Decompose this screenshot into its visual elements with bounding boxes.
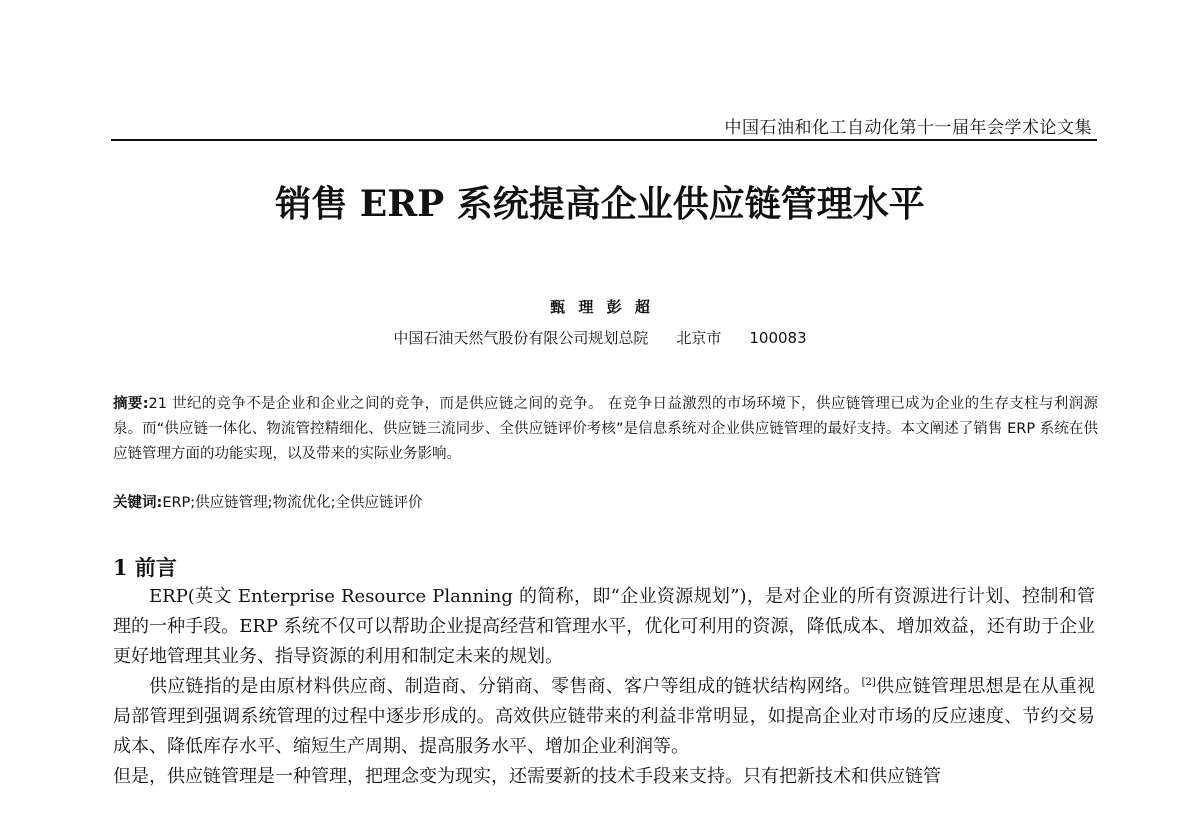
affiliation-institution: 中国石油天然气股份有限公司规划总院 <box>393 329 649 347</box>
paper-title: 销售 ERP 系统提高企业供应链管理水平 <box>275 183 925 225</box>
paragraph-text: 供应链指的是由原材料供应商、制造商、分销商、零售商、客户等组成的链状结构网络。 <box>149 676 862 697</box>
affiliation-line <box>0 327 1200 348</box>
header-rule <box>111 139 1097 141</box>
keywords-label: 关键词: <box>113 495 163 511</box>
abstract <box>113 392 1098 467</box>
author-name: 甄 理 <box>550 298 594 316</box>
running-header: 中国石油和化工自动化第十一届年会学术论文集 <box>724 118 1092 138</box>
paragraph-text: 供应链管理思想是在从重视局部管理到强调系统管理的过程中逐步形成的。高效供应链带来的利益非常明显，如提高企业对市场的反应速度、节约交易成本、降低库存水平、缩短生产周期、提高服务水平、增加企业利润等。 <box>113 676 1096 757</box>
keywords-text: ERP;供应链管理;物流优化;全供应链评价 <box>162 495 423 511</box>
author-name: 彭 超 <box>606 298 650 316</box>
affiliation-postcode: 100083 <box>749 329 807 347</box>
body-paragraph: ERP(英文 Enterprise Resource Planning 的简称，即“企业资源规划”)，是对企业的所有资源进行计划、控制和管理的一种手段。ERP 系统不仅可以帮助企业提高经营和管理水平，优化可利用的资源，降低成本、增加效益，还有助于企业更好地管理其业务、指导资源的利用和制定未来的规划。 <box>113 586 1095 667</box>
section-heading: 1 前言 <box>113 555 177 580</box>
affiliation-city: 北京市 <box>676 329 722 347</box>
section-body <box>113 582 1095 792</box>
body-paragraph: 但是，供应链管理是一种管理，把理念变为现实，还需要新的技术手段来支持。只有把新技术和供应链管 <box>113 766 941 787</box>
abstract-label: 摘要: <box>113 396 149 412</box>
keywords <box>113 491 422 512</box>
body-paragraph <box>113 672 1095 762</box>
author-line <box>0 296 1200 317</box>
citation-marker: [2] <box>861 677 876 688</box>
abstract-text: 21 世纪的竞争不是企业和企业之间的竞争，而是供应链之间的竞争。 在竞争日益激烈的市场环境下，供应链管理已成为企业的生存支柱与利润源泉。而“供应链一体化、物流管控精细化、供应链三流同步、全供应链评价考核”是信息系统对企业供应链管理的最好支持。本文阐述了销售 ERP 系统在供应链管理方面的功能实现，以及带来的实际业务影响。 <box>113 396 1098 462</box>
